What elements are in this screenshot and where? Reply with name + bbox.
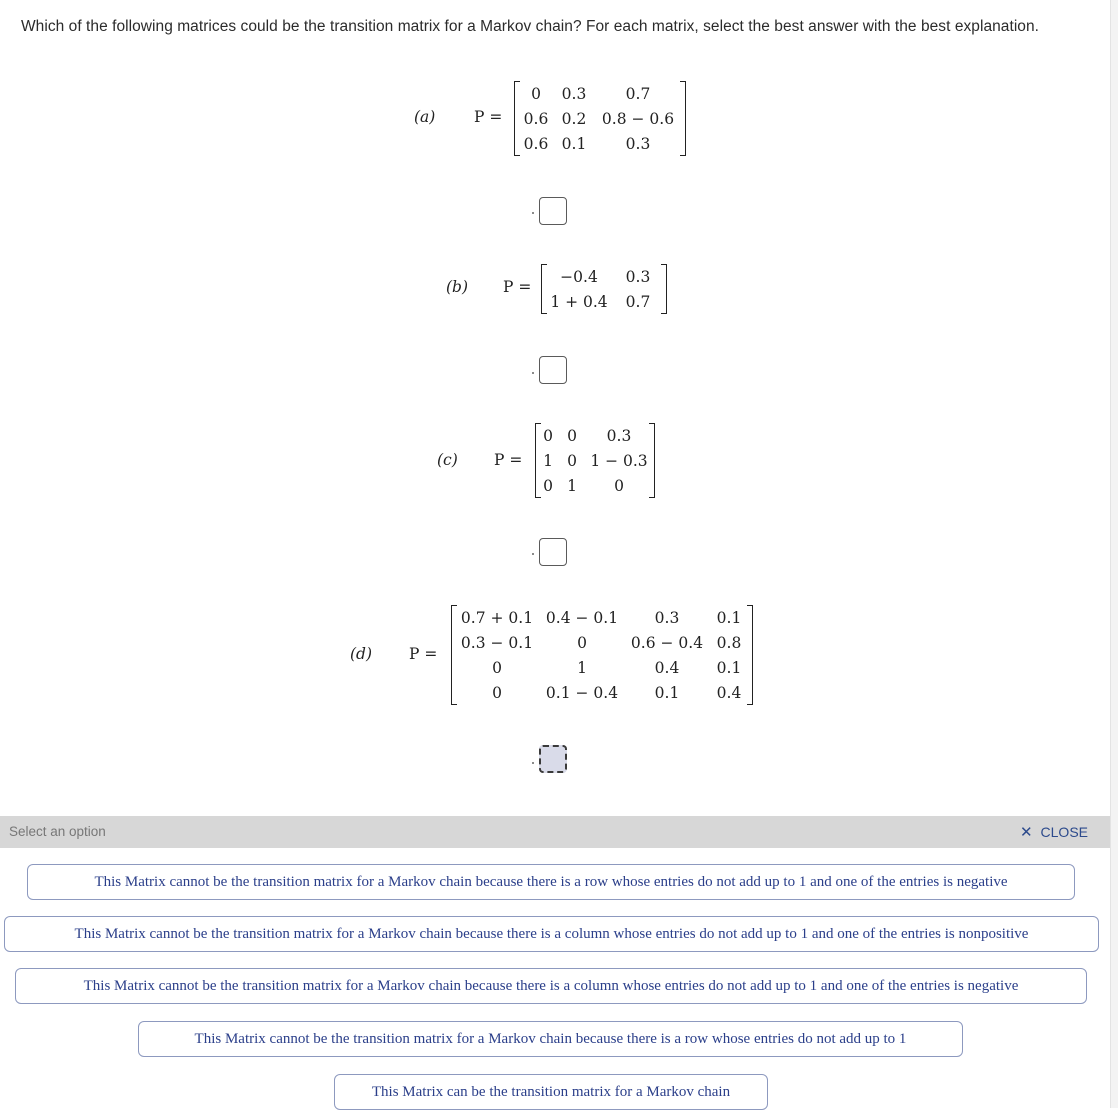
matrix-entry: 0.3 [625, 267, 651, 286]
answer-drop-zone-c[interactable] [539, 538, 567, 566]
matrix-right-bracket [747, 605, 753, 705]
matrix-entry: 0.6 [523, 109, 549, 128]
matrix-b-lhs: P = [503, 278, 532, 296]
matrix-d [451, 605, 753, 705]
matrix-entry: 1 [543, 451, 553, 470]
matrix-entry: 0.3 [654, 608, 680, 627]
matrix-entry: 1 − 0.3 [590, 451, 648, 470]
matrix-left-bracket [451, 605, 457, 705]
matrix-row [455, 630, 749, 655]
matrix-entry: 0 [567, 426, 577, 445]
matrix-entry: 0.4 [654, 658, 680, 677]
matrix-entry: 0.4 [716, 683, 742, 702]
matrix-row [539, 473, 651, 498]
matrix-entry: 0.6 − 0.4 [630, 633, 704, 652]
matrix-entry: 0 [492, 683, 502, 702]
matrix-entry: 0.7 [625, 292, 651, 311]
matrix-d-label: (d) [350, 645, 373, 663]
matrix-entry: 0.3 [625, 134, 651, 153]
matrix-a [514, 81, 686, 156]
matrix-row [455, 655, 749, 680]
matrix-left-bracket [535, 423, 541, 498]
answer-drop-zone-d[interactable] [539, 745, 567, 773]
matrix-a-lhs: P = [474, 108, 503, 126]
matrix-row [455, 605, 749, 630]
matrix-row [539, 448, 651, 473]
matrix-left-bracket [541, 264, 547, 314]
matrix-entry: 0.7 [625, 84, 651, 103]
matrix-entry: 0.3 [561, 84, 587, 103]
close-button[interactable] [1020, 823, 1088, 841]
matrix-entry: 0.1 [561, 134, 587, 153]
select-option-bar [0, 816, 1110, 848]
matrix-entry: 0.7 + 0.1 [460, 608, 534, 627]
close-icon: ✕ [1019, 824, 1033, 841]
matrix-a-label: (a) [414, 108, 436, 126]
matrix-entry: 0.1 [716, 608, 742, 627]
matrix-entry: 1 + 0.4 [550, 292, 608, 311]
matrix-right-bracket [661, 264, 667, 314]
matrix-b-label: (b) [446, 278, 469, 296]
matrix-row [455, 680, 749, 705]
matrix-entry: 0.8 [716, 633, 742, 652]
matrix-c [535, 423, 655, 498]
option-button[interactable]: This Matrix cannot be the transition matrix for a Markov chain because there is a column whose entries do not add up to 1 and one of the entries is nonpositive [4, 916, 1099, 952]
matrix-left-bracket [514, 81, 520, 156]
matrix-entry: 0.8 − 0.6 [601, 109, 675, 128]
matrix-entry: 0.6 [523, 134, 549, 153]
option-button[interactable]: This Matrix cannot be the transition matrix for a Markov chain because there is a row whose entries do not add up to 1 and one of the entries is negative [27, 864, 1075, 900]
matrix-entry: 0 [577, 633, 587, 652]
question-text: Which of the following matrices could be the transition matrix for a Markov chain? For each matrix, select the best answer with the best explanation. [21, 18, 1040, 35]
matrix-b [541, 264, 667, 314]
matrix-d-lhs: P = [409, 645, 438, 663]
matrix-entry: 0.3 [606, 426, 632, 445]
matrix-entry: 0 [567, 451, 577, 470]
matrix-row [545, 264, 663, 289]
matrix-entry: 0.3 − 0.1 [460, 633, 534, 652]
matrix-entry: −0.4 [560, 267, 598, 286]
drop-dot [532, 762, 534, 764]
matrix-right-bracket [680, 81, 686, 156]
drop-dot [532, 372, 534, 374]
matrix-entry: 0.1 [654, 683, 680, 702]
option-button[interactable]: This Matrix can be the transition matrix for a Markov chain [334, 1074, 768, 1110]
matrix-row [545, 289, 663, 314]
answer-drop-zone-b[interactable] [539, 356, 567, 384]
matrix-entry: 1 [577, 658, 587, 677]
matrix-c-lhs: P = [494, 451, 523, 469]
matrix-entry: 0 [543, 476, 553, 495]
drop-dot [532, 212, 534, 214]
option-button[interactable]: This Matrix cannot be the transition matrix for a Markov chain because there is a row whose entries do not add up to 1 [138, 1021, 963, 1057]
matrix-c-label: (c) [437, 451, 458, 469]
select-option-label: Select an option [9, 824, 106, 839]
matrix-row [518, 81, 682, 106]
matrix-entry: 0.1 − 0.4 [545, 683, 619, 702]
matrix-entry: 0.4 − 0.1 [545, 608, 619, 627]
option-button[interactable]: This Matrix cannot be the transition matrix for a Markov chain because there is a column whose entries do not add up to 1 and one of the entries is negative [15, 968, 1087, 1004]
matrix-row [518, 106, 682, 131]
matrix-row [539, 423, 651, 448]
close-button-label: CLOSE [1040, 824, 1088, 840]
matrix-right-bracket [649, 423, 655, 498]
matrix-entry: 0 [543, 426, 553, 445]
drop-dot [532, 553, 534, 555]
matrix-entry: 0.1 [716, 658, 742, 677]
matrix-entry: 0 [531, 84, 541, 103]
scrollbar[interactable] [1110, 0, 1118, 1108]
matrix-entry: 0 [492, 658, 502, 677]
matrix-row [518, 131, 682, 156]
matrix-entry: 0.2 [561, 109, 587, 128]
answer-drop-zone-a[interactable] [539, 197, 567, 225]
matrix-entry: 1 [567, 476, 577, 495]
matrix-entry: 0 [614, 476, 624, 495]
